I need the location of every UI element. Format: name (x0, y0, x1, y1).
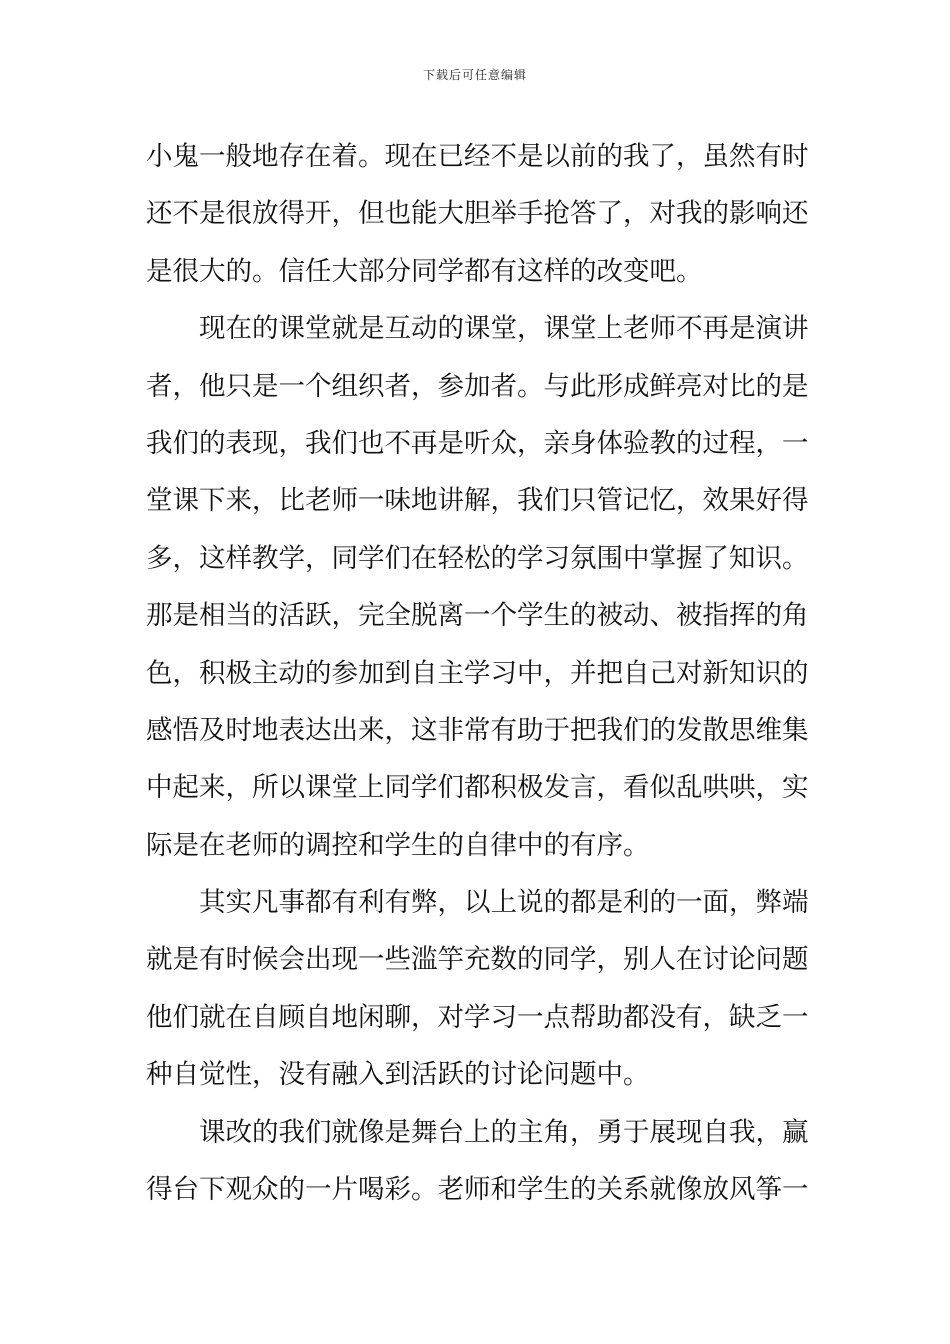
text-line: 那是相当的活跃，完全脱离一个学生的被动、被指挥的角 (146, 600, 809, 632)
text-line: 种自觉性，没有融入到活跃的讨论问题中。 (146, 1059, 650, 1091)
text-line: 还不是很放得开，但也能大胆举手抢答了，对我的影响还 (146, 198, 809, 230)
text-line: 小鬼一般地存在着。现在已经不是以前的我了，虽然有时 (146, 141, 809, 172)
paragraph-first-line: 其实凡事都有利有弊，以上说的都是利的一面，弊端 (199, 887, 809, 919)
page-header: 下载后可任意编辑 (422, 68, 527, 82)
text-line: 就是有时候会出现一些滥竽充数的同学，别人在讨论问题 (146, 944, 809, 976)
text-line: 际是在老师的调控和学生的自律中的有序。 (146, 829, 650, 861)
text-line: 得台下观众的一片喝彩。老师和学生的关系就像放风筝一 (146, 1174, 809, 1206)
text-line: 色，积极主动的参加到自主学习中，并把自己对新知识的 (146, 657, 809, 689)
paragraph-first-line: 课改的我们就像是舞台上的主角，勇于展现自我，赢 (199, 1116, 809, 1148)
text-line: 者，他只是一个组织者，参加者。与此形成鲜亮对比的是 (146, 370, 809, 402)
document-body (146, 128, 810, 1218)
text-line: 中起来，所以课堂上同学们都积极发言，看似乱哄哄，实 (146, 772, 809, 804)
text-line: 我们的表现，我们也不再是听众，亲身体验教的过程，一 (146, 427, 809, 459)
paragraph-first-line: 现在的课堂就是互动的课堂，课堂上老师不再是演讲 (199, 313, 809, 345)
text-line: 他们就在自顾自地闲聊，对学习一点帮助都没有，缺乏一 (146, 1001, 809, 1033)
text-line: 是很大的。信任大部分同学都有这样的改变吧。 (146, 255, 703, 287)
text-line: 感悟及时地表达出来，这非常有助于把我们的发散思维集 (146, 714, 809, 746)
text-line: 多，这样教学，同学们在轻松的学习氛围中掌握了知识。 (146, 542, 809, 574)
text-line: 堂课下来，比老师一味地讲解，我们只管记忆，效果好得 (146, 485, 809, 517)
